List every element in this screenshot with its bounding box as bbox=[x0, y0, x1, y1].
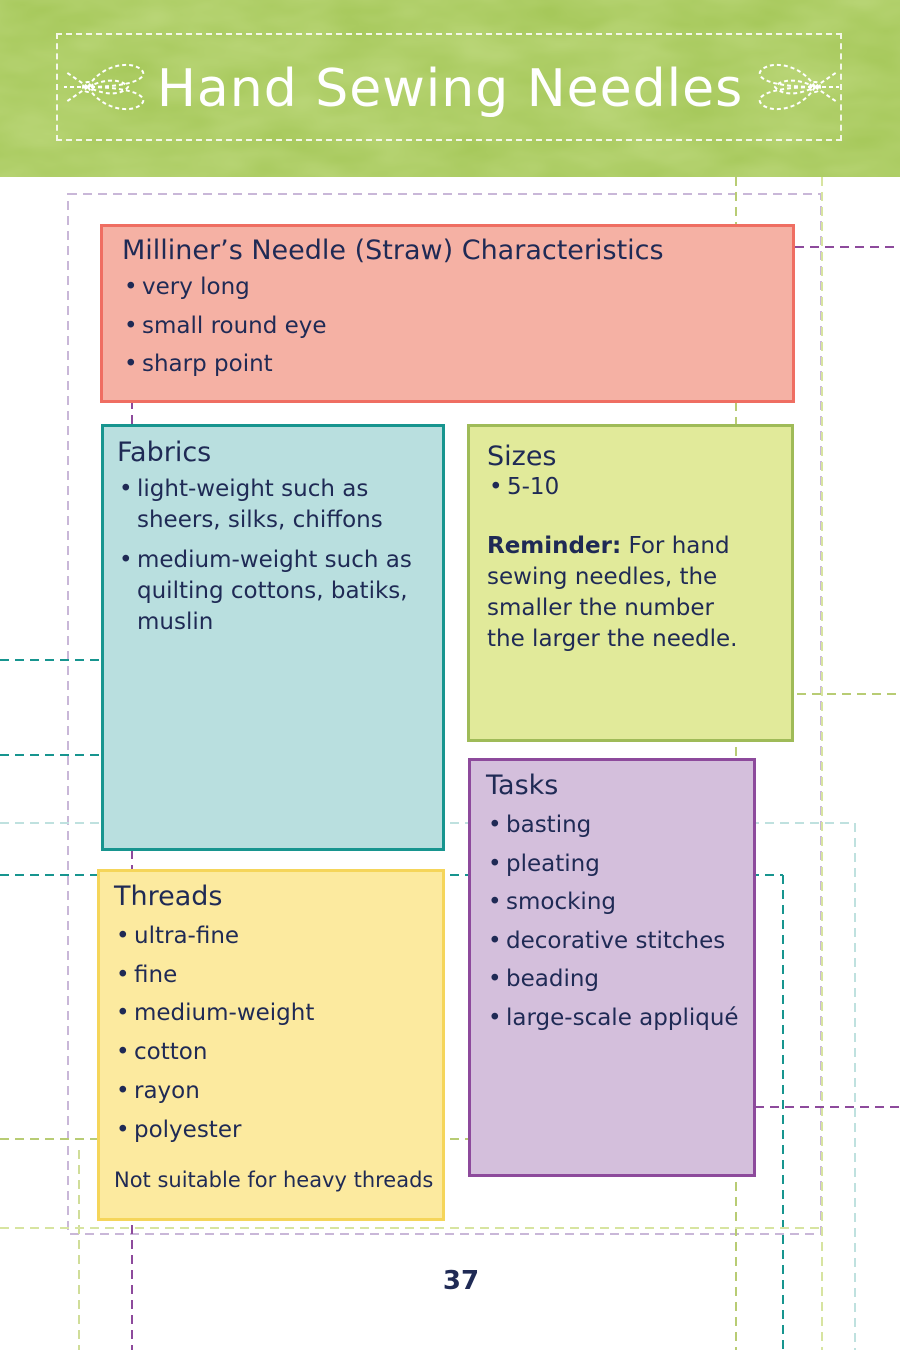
tasks-card bbox=[468, 758, 756, 1177]
reminder-label: Reminder: bbox=[487, 533, 622, 559]
reminder-text: For hand sewing needles, the smaller the number the larger the needle. bbox=[487, 533, 738, 652]
list-item: • smocking bbox=[486, 883, 753, 922]
list-item: • pleating bbox=[486, 845, 753, 884]
list-item: • rayon bbox=[114, 1072, 442, 1111]
list-item: • large-scale appliqué bbox=[486, 999, 753, 1038]
list-item: • cotton bbox=[114, 1033, 442, 1072]
threads-list bbox=[114, 917, 442, 1149]
tasks-list bbox=[486, 806, 753, 1038]
fabrics-card bbox=[101, 424, 445, 851]
sizes-card bbox=[467, 424, 794, 742]
list-item: • sharp point bbox=[122, 345, 792, 384]
list-item: • light-weight such as sheers, silks, chiffons bbox=[117, 474, 442, 536]
list-item: • medium-weight such as quilting cottons, batiks, muslin bbox=[117, 545, 442, 638]
list-item: • very long bbox=[122, 268, 792, 307]
page-title: Hand Sewing Needles bbox=[156, 59, 744, 119]
milliner-list bbox=[122, 268, 792, 384]
list-item: • beading bbox=[486, 960, 753, 999]
tasks-card-title: Tasks bbox=[486, 770, 559, 801]
threads-card bbox=[97, 869, 445, 1221]
list-item: • basting bbox=[486, 806, 753, 845]
page-number: 37 bbox=[442, 1266, 480, 1296]
list-item: • small round eye bbox=[122, 307, 792, 346]
list-item: • 5-10 bbox=[487, 471, 791, 503]
list-item: • fine bbox=[114, 956, 442, 995]
list-item: • medium-weight bbox=[114, 994, 442, 1033]
fabrics-card-title: Fabrics bbox=[117, 437, 212, 468]
sizes-list bbox=[487, 471, 791, 503]
list-item: • ultra-fine bbox=[114, 917, 442, 956]
milliner-characteristics-card bbox=[100, 224, 795, 403]
threads-card-title: Threads bbox=[114, 881, 223, 912]
sizes-reminder bbox=[487, 531, 791, 655]
sizes-card-title: Sizes bbox=[487, 441, 557, 472]
list-item: • decorative stitches bbox=[486, 922, 753, 961]
list-item: • polyester bbox=[114, 1111, 442, 1150]
milliner-card-title: Milliner’s Needle (Straw) Characteristics bbox=[122, 235, 664, 266]
threads-note: Not suitable for heavy threads bbox=[114, 1168, 434, 1193]
fabrics-list bbox=[117, 474, 442, 638]
